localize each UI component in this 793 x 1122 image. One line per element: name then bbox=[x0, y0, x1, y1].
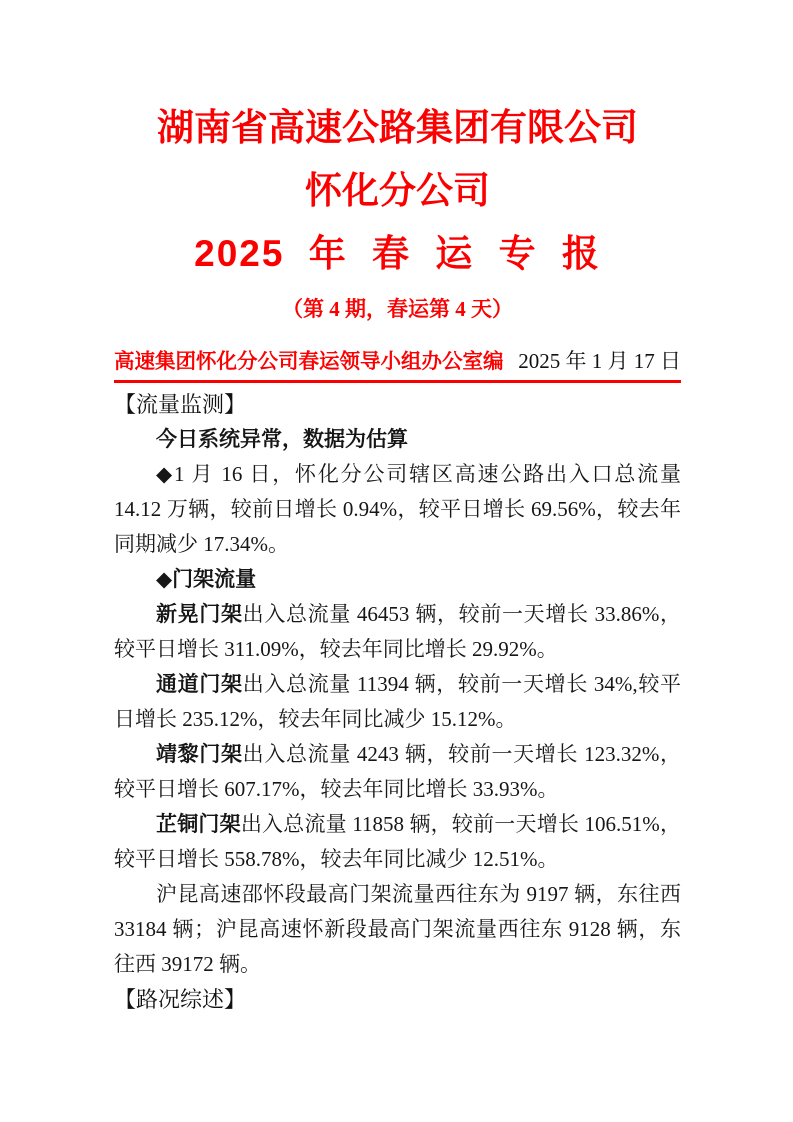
gantry-paragraph-tongdao bbox=[114, 667, 681, 737]
gantry-name-jingli: 靖黎门架 bbox=[156, 742, 243, 766]
total-flow-paragraph: ◆1 月 16 日，怀化分公司辖区高速公路出入口总流量 14.12 万辆，较前日增长 0.94%，较平日增长 69.56%，较去年同期减少 17.34%。 bbox=[114, 462, 681, 556]
editor-label: 高速集团怀化分公司春运领导小组办公室编 bbox=[114, 350, 504, 373]
branch-title: 怀化分公司 bbox=[305, 170, 490, 211]
section-header-traffic-monitoring: 【流量监测】 bbox=[114, 392, 247, 417]
gantry-name-zhitong: 芷铜门架 bbox=[156, 812, 241, 836]
system-anomaly-note: 今日系统异常，数据为估算 bbox=[156, 427, 408, 451]
issue-date: 2025 年 1 月 17 日 bbox=[518, 349, 681, 373]
gantry-detail-jingli: 出入总流量 4243 辆，较前一天增长 123.32%，较平日增长 607.17%，较去年同比增长 33.93%。 bbox=[114, 742, 681, 801]
gantry-name-tongdao: 通道门架 bbox=[156, 672, 243, 696]
issue-subtitle: （第 4 期，春运第 4 天） bbox=[282, 297, 513, 321]
peak-gantry-flow-paragraph: 沪昆高速邵怀段最高门架流量西往东为 9197 辆，东往西 33184 辆；沪昆高速怀新段最高门架流量西往东 9128 辆，东往西 39172 辆。 bbox=[114, 882, 681, 976]
company-title: 湖南省高速公路集团有限公司 bbox=[157, 107, 638, 148]
report-title: 2025 年 春 运 专 报 bbox=[194, 233, 601, 274]
gantry-detail-tongdao: 出入总流量 11394 辆，较前一天增长 34%,较平日增长 235.12%，较去年同比减少 15.12%。 bbox=[114, 672, 681, 731]
gantry-detail-zhitong: 出入总流量 11858 辆，较前一天增长 106.51%，较平日增长 558.78%，较去年同比减少 12.51%。 bbox=[114, 812, 682, 871]
gantry-detail-xinhuang: 出入总流量 46453 辆，较前一天增长 33.86%，较平日增长 311.09%，较去年同比增长 29.92%。 bbox=[114, 602, 681, 661]
document-body bbox=[114, 387, 681, 1017]
gantry-name-xinhuang: 新晃门架 bbox=[156, 602, 243, 626]
gantry-flow-header: ◆门架流量 bbox=[156, 567, 257, 591]
gantry-paragraph-xinhuang bbox=[114, 597, 681, 667]
editor-rule-line bbox=[114, 348, 681, 383]
title-block bbox=[114, 108, 681, 322]
section-header-road-summary: 【路况综述】 bbox=[114, 987, 247, 1012]
gantry-paragraph-jingli bbox=[114, 737, 681, 807]
gantry-paragraph-zhitong bbox=[114, 807, 681, 877]
